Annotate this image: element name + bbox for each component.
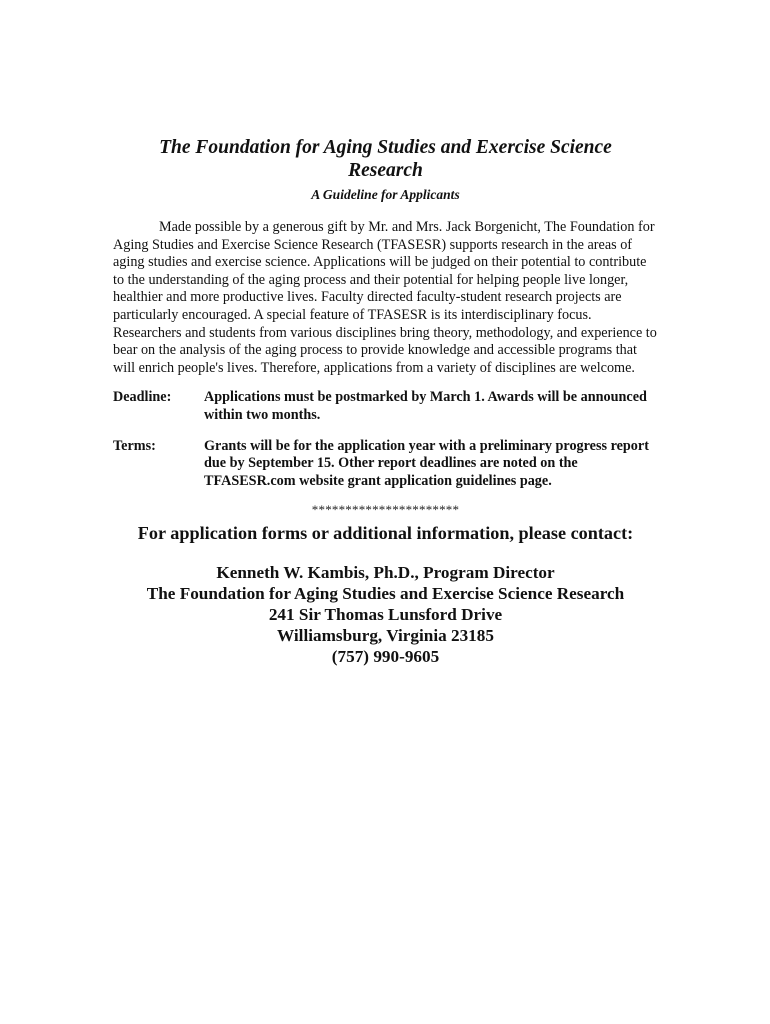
deadline-label: Deadline: bbox=[113, 389, 172, 406]
asterisk-separator: ********************** bbox=[311, 502, 460, 518]
contact-organization: The Foundation for Aging Studies and Exercise Science Research bbox=[146, 584, 625, 604]
document-subtitle: A Guideline for Applicants bbox=[311, 187, 460, 202]
deadline-row bbox=[113, 389, 658, 424]
terms-label: Terms: bbox=[113, 437, 156, 454]
intro-paragraph: Made possible by a generous gift by Mr. and Mrs. Jack Borgenicht, The Foundation for Aging Studies and Exercise Science Research (TFASESR) supports research in the areas of aging studies and exercise science. Applications will be judged on their potential to contribute to the understanding of the aging process and their potential for helping people live longer, healthier and more productive lives. Faculty directed faculty-student research projects are particularly encouraged. A special feature of TFASESR is its interdisciplinary focus. Researchers and students from various disciplines bring theory, methodology, and experience to bear on the analysis of the aging process to provide knowledge and accessible programs that will enrich people's lives. Therefore, applications from a variety of disciplines are welcome. bbox=[113, 219, 657, 376]
document-page bbox=[113, 136, 658, 667]
terms-text: Grants will be for the application year with a preliminary progress report due by September 15. Other report deadlines are noted on the TFASESR.com website grant application guidelines page. bbox=[204, 437, 649, 489]
contact-phone: (757) 990-9605 bbox=[331, 646, 440, 666]
deadline-text: Applications must be postmarked by March 1. Awards will be announced within two months. bbox=[204, 389, 647, 423]
contact-heading: For application forms or additional information, please contact: bbox=[137, 523, 634, 544]
title-line-2: Research bbox=[348, 160, 423, 181]
contact-street: 241 Sir Thomas Lunsford Drive bbox=[268, 604, 503, 624]
title-line-1: The Foundation for Aging Studies and Exercise Science bbox=[159, 137, 612, 158]
contact-block bbox=[113, 563, 658, 667]
contact-city: Williamsburg, Virginia 23185 bbox=[277, 625, 494, 645]
terms-row bbox=[113, 438, 658, 491]
contact-name: Kenneth W. Kambis, Ph.D., Program Director bbox=[216, 563, 555, 583]
document-title bbox=[113, 136, 658, 182]
